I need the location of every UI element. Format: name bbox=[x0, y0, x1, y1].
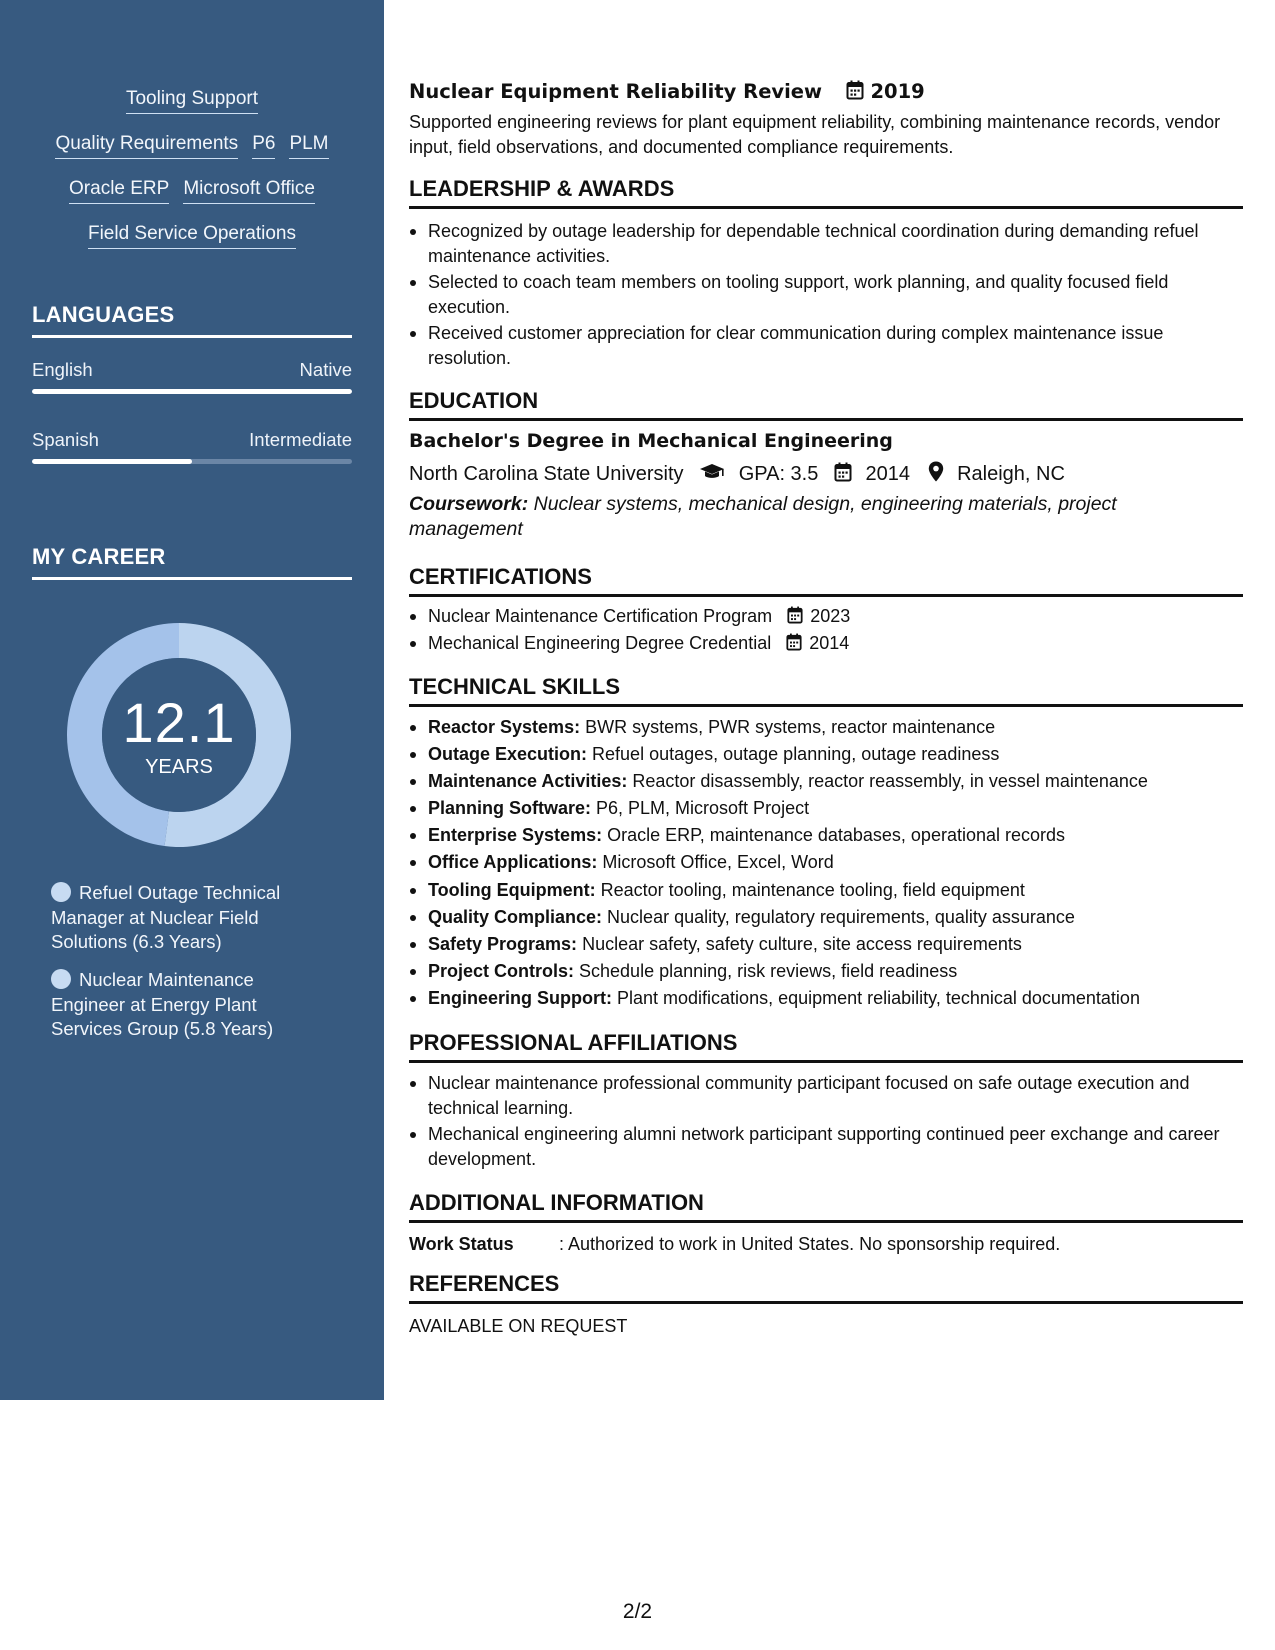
technical-skills-list bbox=[409, 715, 1243, 1010]
skill-tag[interactable]: P6 bbox=[252, 133, 275, 159]
skill-value: P6, PLM, Microsoft Project bbox=[591, 798, 810, 819]
skill-item bbox=[409, 905, 1243, 930]
skill-tag[interactable]: Oracle ERP bbox=[69, 178, 169, 204]
skill-tag[interactable]: Tooling Support bbox=[126, 88, 258, 114]
skills-row bbox=[0, 133, 384, 159]
coursework-label: Coursework: bbox=[409, 493, 529, 515]
skill-item bbox=[409, 932, 1243, 957]
skills-row bbox=[0, 178, 384, 204]
calendar-icon bbox=[786, 633, 802, 651]
section-heading-additional-info: ADDITIONAL INFORMATION bbox=[409, 1190, 1243, 1223]
career-dot-icon bbox=[51, 882, 71, 902]
section-heading-technical-skills: TECHNICAL SKILLS bbox=[409, 674, 1243, 707]
skill-value: Reactor disassembly, reactor reassembly, in vessel maintenance bbox=[627, 771, 1148, 792]
skill-label: Enterprise Systems: bbox=[428, 825, 603, 846]
gpa: GPA: 3.5 bbox=[738, 463, 819, 485]
skill-label: Tooling Equipment: bbox=[428, 879, 596, 900]
calendar-icon bbox=[787, 606, 803, 624]
school-name: North Carolina State University bbox=[409, 463, 684, 485]
language-bar-fill bbox=[32, 459, 192, 464]
section-heading-affiliations: PROFESSIONAL AFFILIATIONS bbox=[409, 1030, 1243, 1063]
skill-value: Microsoft Office, Excel, Word bbox=[597, 852, 834, 873]
skill-tag[interactable]: Microsoft Office bbox=[183, 178, 315, 204]
career-item-text: Refuel Outage Technical Manager at Nuclear Field Solutions (6.3 Years) bbox=[51, 882, 281, 952]
section-heading-certifications: CERTIFICATIONS bbox=[409, 564, 1243, 597]
skill-label: Maintenance Activities: bbox=[428, 771, 628, 792]
work-status-row bbox=[409, 1232, 1243, 1256]
career-total-number: 12.1 bbox=[122, 691, 236, 754]
certification-year: 2014 bbox=[809, 632, 850, 653]
skill-item bbox=[409, 796, 1243, 821]
list-item bbox=[409, 631, 1243, 656]
graduation-cap-icon bbox=[699, 463, 725, 481]
certification-year: 2023 bbox=[810, 606, 851, 626]
language-bar bbox=[32, 459, 352, 464]
skill-label: Project Controls: bbox=[428, 960, 575, 981]
certification-name: Mechanical Engineering Degree Credential bbox=[428, 632, 772, 653]
skill-tag[interactable]: PLM bbox=[289, 133, 328, 159]
leadership-list bbox=[409, 219, 1243, 370]
skill-item bbox=[409, 715, 1243, 740]
section-heading-education: EDUCATION bbox=[409, 388, 1243, 421]
project-title-line bbox=[409, 80, 925, 103]
section-heading-references: REFERENCES bbox=[409, 1271, 1243, 1304]
work-status-label: Work Status bbox=[409, 1234, 514, 1254]
skills-row bbox=[0, 88, 384, 114]
list-item: Received customer appreciation for clear communication during complex maintenance issue resolution. bbox=[409, 321, 1243, 370]
skill-label: Quality Compliance: bbox=[428, 906, 603, 927]
career-dot-icon bbox=[51, 969, 71, 989]
skill-value: Schedule planning, risk reviews, field readiness bbox=[574, 960, 958, 981]
skill-value: Nuclear safety, safety culture, site access requirements bbox=[577, 933, 1022, 954]
skill-item bbox=[409, 986, 1243, 1011]
language-bar-fill bbox=[32, 389, 352, 394]
language-name: Spanish bbox=[32, 429, 99, 450]
graduation-year: 2014 bbox=[865, 463, 910, 485]
career-heading: MY CAREER bbox=[32, 544, 352, 580]
skill-label: Safety Programs: bbox=[428, 933, 578, 954]
map-pin-icon bbox=[928, 461, 944, 482]
project-title: Nuclear Equipment Reliability Review bbox=[409, 80, 823, 103]
language-level: Native bbox=[299, 359, 352, 380]
sidebar bbox=[0, 0, 384, 1400]
references-text: AVAILABLE ON REQUEST bbox=[409, 1316, 628, 1336]
skill-value: Oracle ERP, maintenance databases, operational records bbox=[602, 825, 1066, 846]
language-row bbox=[32, 429, 352, 451]
list-item: Nuclear maintenance professional community participant focused on safe outage execution and technical learning. bbox=[409, 1071, 1243, 1120]
skill-value: Reactor tooling, maintenance tooling, field equipment bbox=[595, 879, 1025, 900]
skill-item bbox=[409, 878, 1243, 903]
skill-item bbox=[409, 959, 1243, 984]
skill-tag[interactable]: Quality Requirements bbox=[55, 133, 238, 159]
certification-name: Nuclear Maintenance Certification Program bbox=[428, 606, 773, 626]
skill-tag[interactable]: Field Service Operations bbox=[88, 223, 296, 249]
skill-label: Engineering Support: bbox=[428, 987, 612, 1008]
language-level: Intermediate bbox=[249, 429, 352, 450]
project-description: Supported engineering reviews for plant equipment reliability, combining maintenance records, vendor input, field observations, and documented compliance requirements. bbox=[409, 112, 1221, 157]
list-item: Recognized by outage leadership for dependable technical coordination during demanding refuel maintenance activities. bbox=[409, 219, 1243, 268]
skill-item bbox=[409, 850, 1243, 875]
affiliations-list bbox=[409, 1071, 1243, 1171]
list-item: Selected to coach team members on tooling support, work planning, and quality focused field execution. bbox=[409, 270, 1243, 319]
skill-value: Plant modifications, equipment reliability, technical documentation bbox=[612, 987, 1140, 1008]
languages-heading: LANGUAGES bbox=[32, 302, 352, 338]
work-status-value: : Authorized to work in United States. No sponsorship required. bbox=[559, 1234, 1061, 1254]
skill-value: BWR systems, PWR systems, reactor maintenance bbox=[580, 717, 996, 737]
skill-item bbox=[409, 769, 1243, 794]
career-item-text: Nuclear Maintenance Engineer at Energy Plant Services Group (5.8 Years) bbox=[51, 969, 274, 1039]
language-name: English bbox=[32, 359, 93, 380]
list-item bbox=[409, 604, 1243, 629]
career-total-unit: YEARS bbox=[145, 756, 213, 778]
career-donut-center bbox=[66, 622, 292, 848]
language-row bbox=[32, 359, 352, 381]
career-item bbox=[51, 968, 331, 1042]
skills-row bbox=[0, 223, 384, 249]
language-bar bbox=[32, 389, 352, 394]
calendar-icon bbox=[846, 80, 864, 100]
skill-value: Refuel outages, outage planning, outage readiness bbox=[587, 744, 1000, 765]
page-number: 2/2 bbox=[622, 1600, 653, 1623]
skill-item bbox=[409, 823, 1243, 848]
skill-label: Outage Execution: bbox=[428, 744, 588, 765]
career-donut-chart bbox=[66, 622, 292, 848]
skill-label: Reactor Systems: bbox=[428, 717, 581, 737]
education-details bbox=[409, 461, 1065, 486]
project-year: 2019 bbox=[870, 80, 925, 103]
career-item bbox=[51, 881, 331, 955]
list-item: Mechanical engineering alumni network participant supporting continued peer exchange and career development. bbox=[409, 1122, 1243, 1171]
skill-label: Office Applications: bbox=[428, 852, 598, 873]
skill-label: Planning Software: bbox=[428, 798, 592, 819]
coursework bbox=[409, 492, 1229, 541]
degree-title: Bachelor's Degree in Mechanical Engineering bbox=[409, 430, 893, 452]
coursework-text: Nuclear systems, mechanical design, engineering materials, project management bbox=[409, 493, 1117, 540]
calendar-icon bbox=[834, 462, 852, 482]
location: Raleigh, NC bbox=[957, 463, 1065, 485]
section-heading-leadership: LEADERSHIP & AWARDS bbox=[409, 176, 1243, 209]
skill-value: Nuclear quality, regulatory requirements, quality assurance bbox=[602, 906, 1075, 927]
certifications-list bbox=[409, 604, 1243, 655]
skill-item bbox=[409, 742, 1243, 767]
